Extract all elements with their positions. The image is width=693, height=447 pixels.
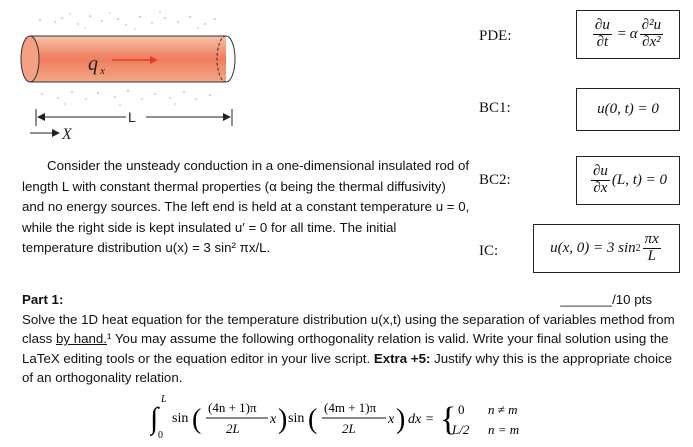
ortho-den-1: 2L [226,421,240,436]
orthogonality-equation [150,392,570,442]
ortho-num-1: (4n + 1)π [208,400,257,415]
rod-figure [0,0,245,150]
ic-equation: u(x, 0) = 3 sin 2 $\frac{\pi x}{L}$ [533,224,680,273]
part-1-section [22,290,682,388]
part-1-title: Part 1: [22,292,64,307]
x-axis-label: X [62,126,72,143]
rod-body [30,36,226,82]
part-1-text-c: Justify why this is the appropriate choice of an orthogonality relation. [22,350,673,385]
ic-lhs: u(x, 0) = 3 sin [550,240,636,256]
ortho-den-2: 2L [342,421,356,436]
svg-text:(: ( [308,404,318,435]
svg-text:sin: sin [288,411,305,426]
case-1-value: 0 [458,402,465,417]
insulation-bottom [41,90,211,105]
part-1-body [22,310,682,388]
ortho-num-2: (4m + 1)π [324,400,377,415]
svg-text:∫: ∫ [150,402,159,435]
case-1-condition: n ≠ m [488,402,518,417]
svg-text:x: x [388,412,395,427]
extra-credit-label: Extra +5: [373,350,431,366]
svg-text:x: x [270,412,277,427]
bc2-label: BC2: [479,172,511,188]
svg-text:0: 0 [158,430,163,441]
insulation-top [39,11,216,29]
ic-exponent: 2 [635,243,641,254]
rod-left-end [21,36,39,82]
case-2-value: L/2 [452,422,470,437]
problem-statement: Consider the unsteady conduction in a one-dimensional insulated rod of length L with constant thermal properties (α being the thermal diffusivity) and no energy sources. The left end is held at a constant temperature u = 0, while the right side is kept insulated u′ = 0 for all time. The initial temperature distribution u(x) = 3 sin² πx/L. [22,158,470,255]
flux-label: q [88,53,98,75]
svg-text:): ) [278,404,288,435]
flux-subscript: x [100,65,105,77]
bc1-label: BC1: [479,100,511,116]
bc2-equation: $\frac{\partial u}{\partial x}$ (L, t) = 0 [576,156,680,205]
by-hand-link: by hand. [56,331,108,346]
svg-text:sin: sin [172,411,189,426]
part-1-text-a: Solve the 1D heat equation for the temperature distribution u(x,t) using the separation of variables method from class [22,311,675,346]
points-field: _______/10 pts [560,292,652,307]
case-2-condition: n = m [488,422,520,437]
bc2-rhs: (L, t) = 0 [611,172,668,188]
ic-label: IC: [479,243,499,259]
svg-text:{: { [440,401,457,438]
rod-right-end [226,36,235,82]
svg-text:dx =: dx = [408,412,435,427]
part-1-text-b: ¹ You may assume the following orthogonality relation is valid. Write your final solution using the LaTeX editing tools or the equation editor in your live script. [22,331,669,366]
svg-text:L: L [161,394,167,405]
pde-equation: $\frac{\partial u}{\partial t}$ = α $\frac{\text{∂²u}}{\text{∂x²}}$ [576,10,680,59]
orthogonality-relation [150,392,570,442]
bc1-equation: u(0, t) = 0 [576,88,680,131]
length-label: L [128,109,136,125]
pde-label: PDE: [479,28,512,44]
svg-text:(: ( [192,404,202,435]
svg-text:): ) [396,404,406,435]
